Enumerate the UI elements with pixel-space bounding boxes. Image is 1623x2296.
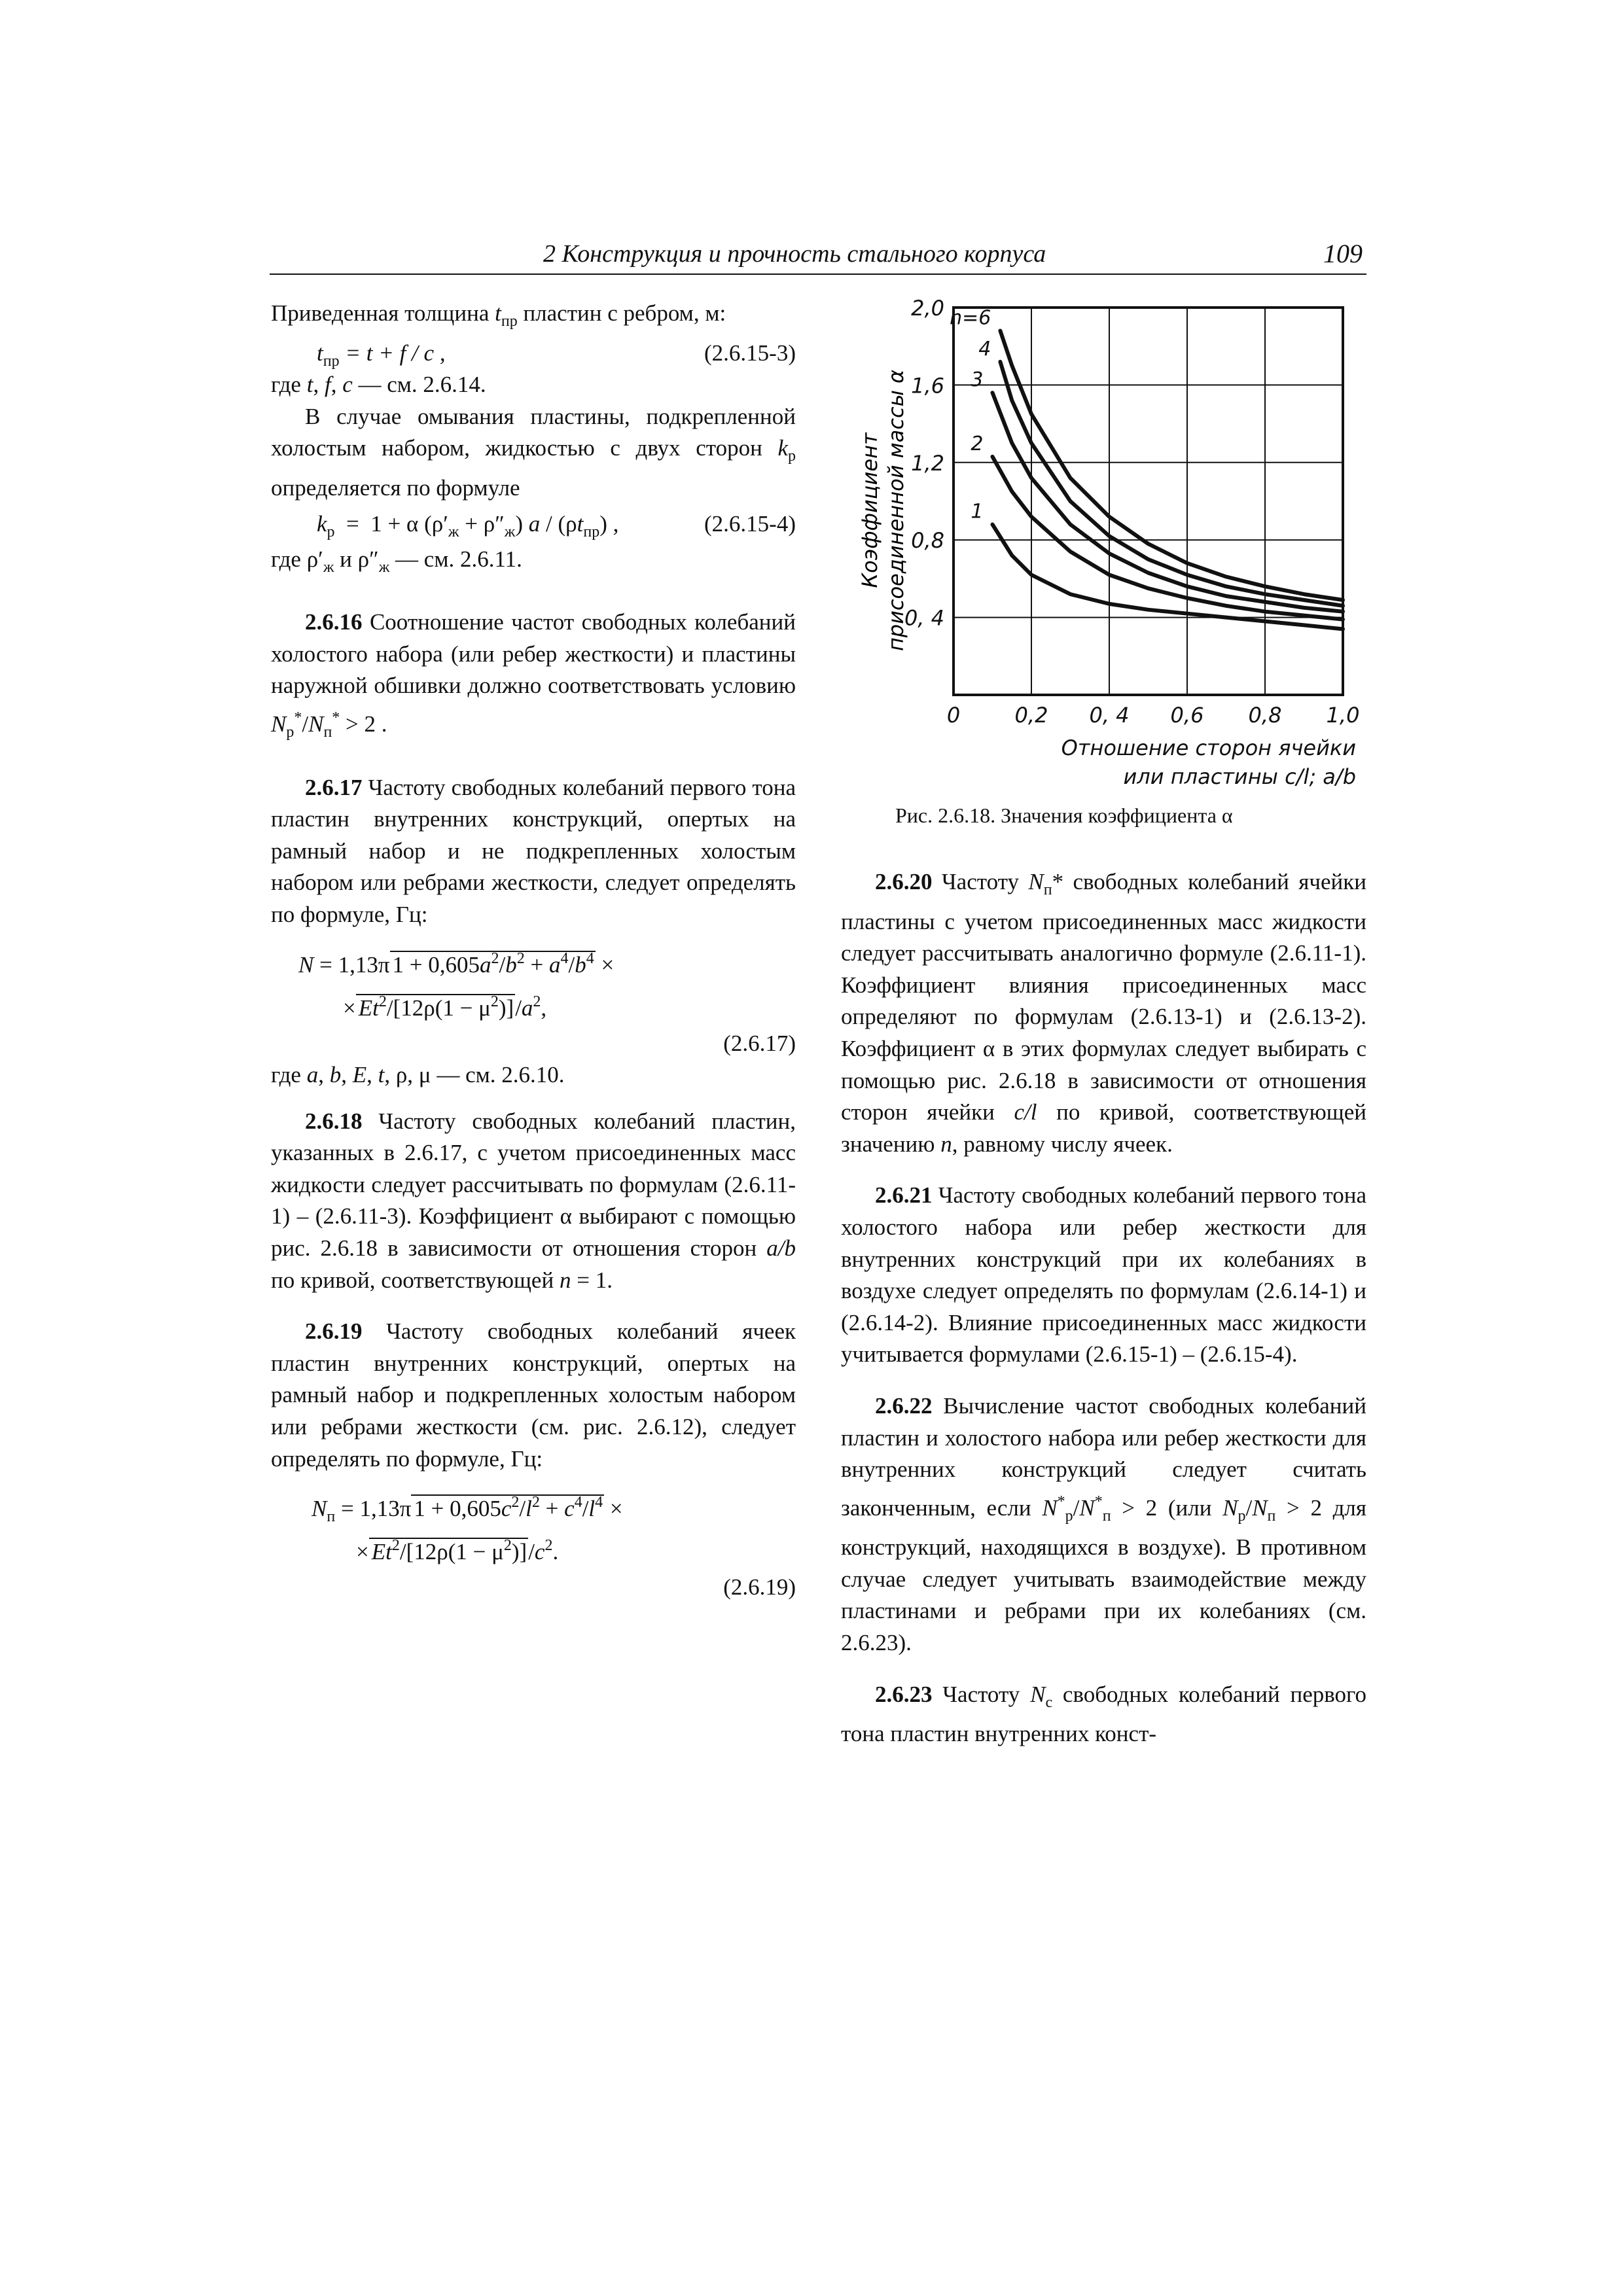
section-2-6-20: 2.6.20 Частоту $N_п*$ свободных колебаний ячейки пластины с учетом присоединенных масс жидкости следует рассчитывать аналогично формуле (2.6.11-1). Коэффициент влияния присоединенных масс определяют по формулам (2.6.13-1) и (2.6.13-2). Коэффициент α в этих формулах следует выбирать с помощью рис. 2.6.18 в зависимости от отношения сторон ячейки c/l по кривой, соответствующей значению n, равному числу ячеек. — [841, 869, 1367, 1157]
formula-number: (2.6.15-4) — [704, 510, 796, 537]
formula-2-6-17 — [271, 940, 796, 1060]
y-tick-label: 2,0 — [911, 296, 944, 321]
y-tick-label: 0,8 — [911, 528, 944, 554]
formula-line: × $Et^2/[12\rho(1 - \mu^2)]/c^2$. — [356, 1537, 559, 1565]
x-axis-label-line: Отношение сторон ячейки — [1061, 735, 1356, 760]
figure-2-6-18 — [851, 288, 1368, 851]
section-2-6-22: 2.6.22 Вычисление частот свободных колебаний пластин и холостого набора или ребер жесткости для внутренних конструкций следует считать законченным, если $N^*_р/N^*_п > 2$ (или $N_р/N_п > 2$ для конструкций, находящихся в воздухе). В противном случае следует учитывать взаимодействие между пластинами и ребрами при их колебаниях (см. 2.6.23). — [841, 1392, 1366, 1656]
formula-number: (2.6.15-3) — [704, 340, 796, 366]
section-number: 2.6.19 — [305, 1318, 363, 1345]
y-tick-label: 1,6 — [911, 373, 944, 398]
x-tick-label: 1,0 — [1326, 703, 1360, 728]
x-tick-label: 0,2 — [1014, 703, 1048, 728]
y-tick-label: 1,2 — [911, 450, 944, 476]
right-column — [841, 866, 1366, 1750]
curve-label: 1 — [971, 500, 984, 523]
page-number: 109 — [1323, 239, 1363, 268]
y-axis-label-line: Коэффициент — [857, 433, 882, 588]
curve-n-3 — [993, 393, 1344, 612]
left-column — [271, 298, 796, 1604]
page-header — [270, 236, 1366, 275]
curve-n-2 — [993, 457, 1344, 620]
section-number: 2.6.22 — [875, 1392, 933, 1419]
y-axis-label-line: присоединенной массы α — [883, 369, 908, 652]
section-2-6-17: 2.6.17 Частоту свободных колебаний первого тона пластин внутренних конструкций, опертых на рамный набор и не подкрепленных холостым набором или ребрами жесткости, следует определять по формуле, Гц: — [271, 774, 796, 927]
paragraph: где a, b, E, t, ρ, μ — см. 2.6.10. — [271, 1062, 565, 1088]
section-2-6-18: 2.6.18 Частоту свободных колебаний пластин, указанных в 2.6.17, с учетом присоединенных масс жидкости следует рассчитывать по формулам (2.6.11-1) – (2.6.11-3). Коэффициент α выбирают с помощью рис. 2.6.18 в зависимости от отношения сторон a/b по кривой, соответствующей n = 1. — [271, 1108, 796, 1293]
paragraph: где t, f, c — см. 2.6.14. — [271, 372, 486, 398]
curve-label: n=6 — [950, 306, 991, 330]
curve-label: 4 — [978, 337, 991, 361]
paragraph: где $\rho'_ж$ и $\rho''_ж$ — см. 2.6.11. — [271, 546, 522, 576]
x-axis-label-line: или пластины c/l; a/b — [1123, 764, 1356, 789]
section-2-6-21: 2.6.21 Частоту свободных колебаний первого тона холостого набора или ребер жесткости для внутренних конструкций при их колебаниях в воздухе следует определять по формулам (2.6.14-1) и (2.6.14-2). Влияние присоединенных масс жидкости учитывается формулами (2.6.15-1) – (2.6.15-4). — [841, 1182, 1366, 1368]
section-number: 2.6.23 — [875, 1681, 933, 1707]
curve-label: 2 — [971, 432, 984, 455]
alpha-chart — [851, 288, 1368, 811]
formula-2-6-19 — [271, 1484, 796, 1604]
curve-n-n=6 — [1000, 331, 1343, 601]
x-tick-label: 0,8 — [1248, 703, 1282, 728]
y-tick-label: 0, 4 — [904, 605, 944, 631]
formula-line: N = 1,13π $1 + 0,605a^2/b^2 + a^4/b^4$ × — [298, 949, 615, 978]
x-tick-label: 0 — [946, 703, 961, 728]
running-title: 2 Конструкция и прочность стального корпуса — [543, 240, 1046, 268]
formula-line: × $Et^2/[12\rho(1 - \mu^2)]/a^2$, — [343, 993, 547, 1021]
section-number: 2.6.16 — [305, 609, 363, 635]
formula-number: (2.6.17) — [723, 1030, 796, 1056]
section-2-6-19: 2.6.19 Частоту свободных колебаний ячеек пластин внутренних конструкций, опертых на рамный набор и подкрепленных холостым набором или ребрами жесткости (см. рис. 2.6.12), следует определять по формуле, Гц: — [271, 1318, 796, 1472]
formula-expression: $k_р = 1 + \alpha$ $(\rho'_ж + \rho''_ж)$ a / $(\rho t_{пр})$ , — [317, 510, 619, 540]
curve-label: 3 — [971, 368, 984, 392]
paragraph: В случае омывания пластины, подкрепленной холостым набором, жидкостью с двух сторон $k_р$ определяется по формуле — [271, 403, 796, 501]
y-axis-label — [857, 370, 908, 651]
x-tick-label: 0,6 — [1170, 703, 1204, 728]
formula-2-6-15-4 — [271, 504, 796, 544]
section-number: 2.6.21 — [875, 1182, 933, 1209]
formula-2-6-15-3 — [271, 338, 796, 370]
figure-caption: Рис. 2.6.18. Значения коэффициента α — [895, 804, 1233, 827]
curve-n-4 — [1000, 362, 1343, 606]
section-number: 2.6.20 — [875, 869, 933, 894]
section-number: 2.6.17 — [305, 774, 363, 800]
section-number: 2.6.18 — [305, 1108, 363, 1134]
formula-line: $N_п = 1,13\pi$ $1 + 0,605c^2/l^2 + c^4/l^4$ × — [312, 1494, 623, 1526]
formula-number: (2.6.19) — [723, 1574, 796, 1600]
formula-expression: $t_{пр} = t + f / c$ , — [317, 340, 446, 370]
paragraph: Приведенная толщина $t_{пр}$ пластин с ребром, м: — [271, 300, 726, 330]
section-2-6-16: 2.6.16 Соотношение частот свободных колебаний холостого набора (или ребер жесткости) и пластины наружной обшивки должно соответствовать условию $N_р^*/N_п^* > 2$ . — [271, 609, 796, 741]
section-2-6-23: 2.6.23 Частоту $N_с$ свободных колебаний первого тона пластин внутренних конст- — [841, 1681, 1366, 1747]
x-tick-label: 0, 4 — [1089, 703, 1130, 728]
